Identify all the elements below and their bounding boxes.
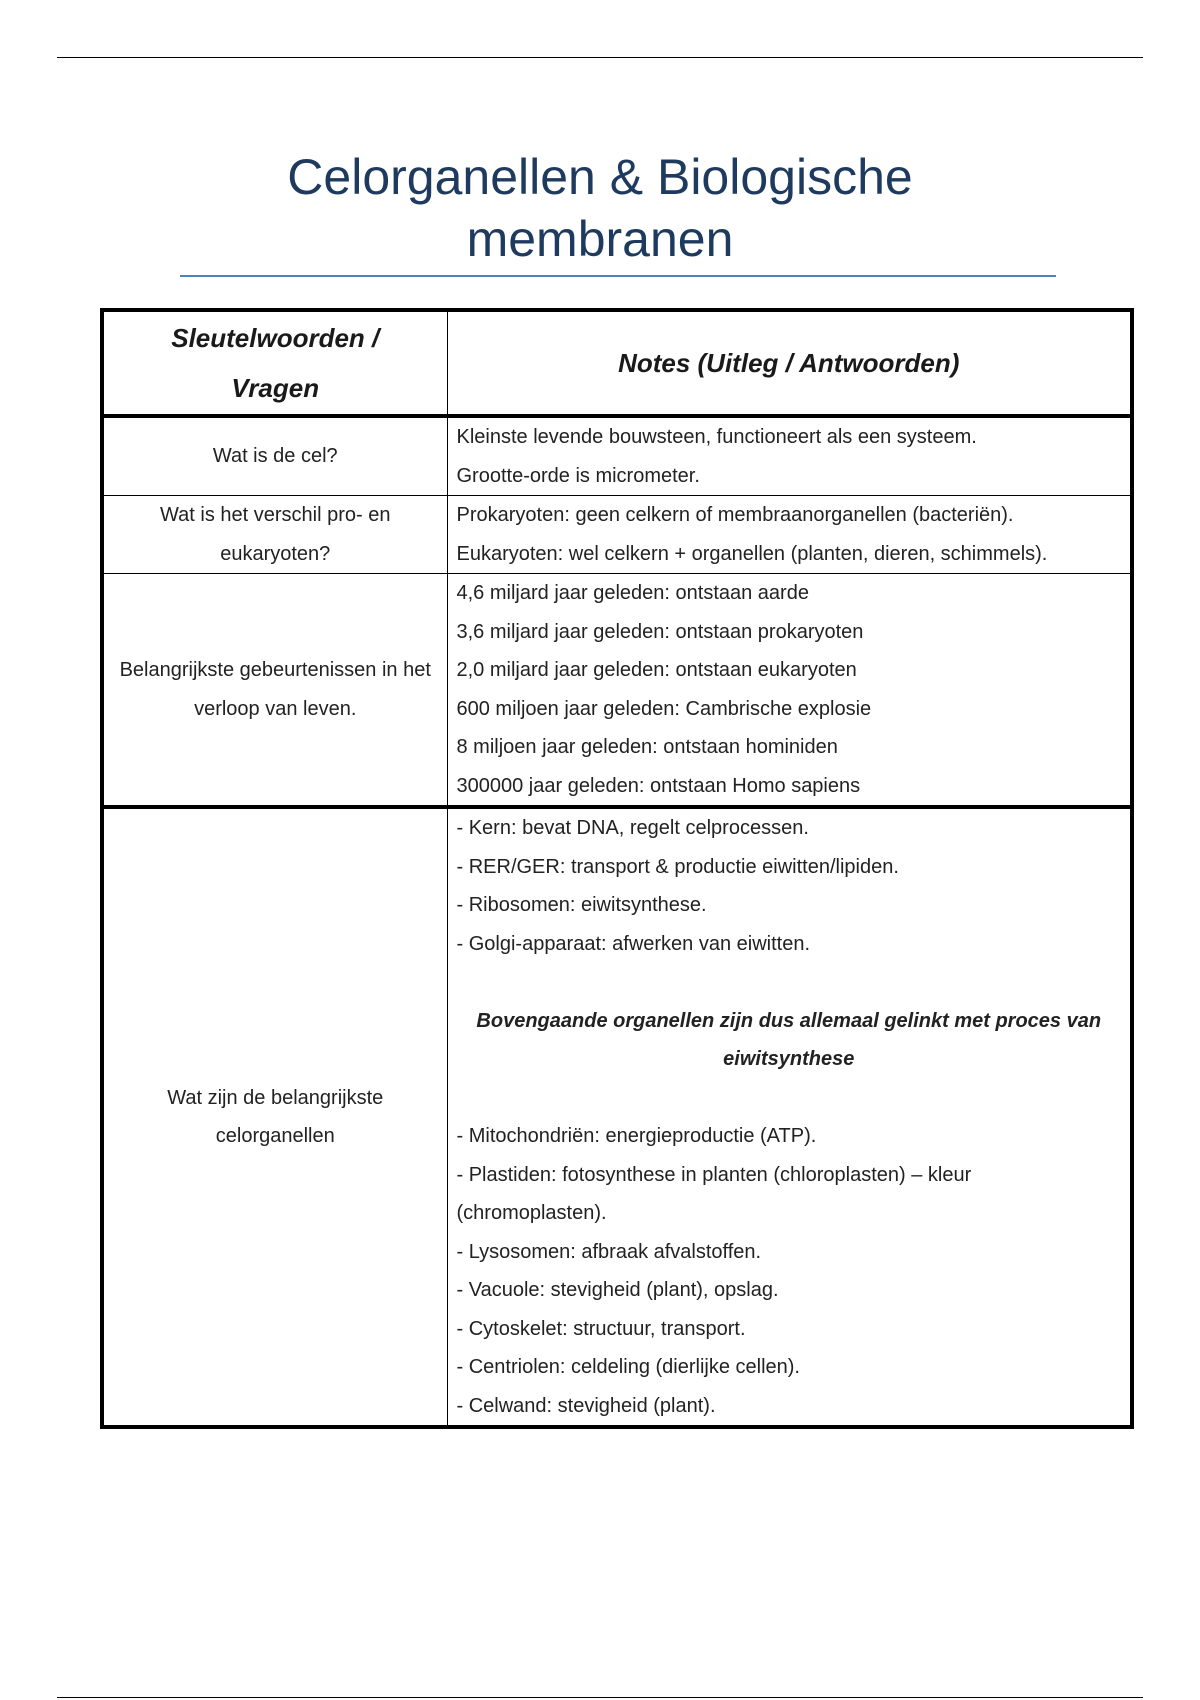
question-cell: Belangrijkste gebeurtenissen in het verloop van leven.	[102, 574, 447, 808]
organelle-line: - Celwand: stevigheid (plant).	[456, 1394, 716, 1417]
table-row	[102, 574, 1132, 808]
notes-cell	[447, 496, 1132, 574]
organelle-line: - Vacuole: stevigheid (plant), opslag.	[456, 1279, 779, 1301]
timeline-line: 3,6 miljard jaar geleden: ontstaan prokaryoten	[456, 620, 864, 643]
organelle-line: - Centriolen: celdeling (dierlijke cellen).	[456, 1356, 800, 1378]
timeline-line: 8 miljoen jaar geleden: ontstaan hominiden	[456, 736, 838, 758]
header-keywords: Sleutelwoorden / Vragen	[102, 310, 447, 416]
timeline-line: 4,6 miljard jaar geleden: ontstaan aarde	[456, 582, 809, 604]
question-cell: Wat is het verschil pro- en eukaryoten?	[102, 496, 447, 574]
table-row	[102, 416, 1132, 496]
organelle-line: - Ribosomen: eiwitsynthese.	[456, 894, 707, 916]
note-line: Kleinste levende bouwsteen, functioneert als een systeem.	[456, 426, 977, 448]
organelle-line: (chromoplasten).	[456, 1202, 607, 1224]
question-cell: Wat zijn de belangrijkste celorganellen	[102, 807, 447, 1427]
note-line: Eukaryoten: wel celkern + organellen (planten, dieren, schimmels).	[456, 542, 1048, 565]
notes-cell	[447, 574, 1132, 808]
organelle-line: - Mitochondriën: energieproductie (ATP).	[456, 1125, 817, 1147]
note-line: Grootte-orde is micrometer.	[456, 464, 700, 487]
cornell-notes-table	[100, 308, 1134, 1429]
notes-cell	[447, 416, 1132, 496]
header-notes: Notes (Uitleg / Antwoorden)	[447, 310, 1132, 416]
organelle-line: - Golgi-apparaat: afwerken van eiwitten.	[456, 932, 811, 955]
header-row	[102, 310, 1132, 416]
organelle-line: - Lysosomen: afbraak afvalstoffen.	[456, 1240, 762, 1263]
organelle-line: - Cytoskelet: structuur, transport.	[456, 1317, 746, 1340]
title-underline	[180, 275, 1056, 277]
blank-line	[457, 1079, 1122, 1118]
organelle-line: - RER/GER: transport & productie eiwitten/lipiden.	[456, 855, 899, 878]
title-line-1: Celorganellen & Biologische	[287, 149, 913, 205]
title-line-2: membranen	[466, 211, 734, 267]
blank-line	[457, 963, 1122, 1002]
emphasis-note: Bovengaande organellen zijn dus allemaal gelinkt met proces van eiwitsynthese	[476, 1009, 1102, 1070]
note-line: Prokaryoten: geen celkern of membraanorganellen (bacteriën).	[456, 504, 1014, 526]
page-title	[0, 146, 1200, 270]
organelle-line: - Plastiden: fotosynthese in planten (chloroplasten) – kleur	[456, 1163, 972, 1186]
timeline-line: 600 miljoen jaar geleden: Cambrische explosie	[456, 697, 872, 720]
table-row	[102, 807, 1132, 1427]
notes-cell	[447, 807, 1132, 1427]
top-rule	[57, 57, 1143, 58]
timeline-line: 2,0 miljard jaar geleden: ontstaan eukaryoten	[456, 659, 857, 681]
table-row	[102, 496, 1132, 574]
timeline-line: 300000 jaar geleden: ontstaan Homo sapiens	[456, 774, 861, 797]
question-cell: Wat is de cel?	[102, 416, 447, 496]
organelle-line: - Kern: bevat DNA, regelt celprocessen.	[456, 817, 809, 839]
bottom-rule	[57, 1697, 1143, 1698]
